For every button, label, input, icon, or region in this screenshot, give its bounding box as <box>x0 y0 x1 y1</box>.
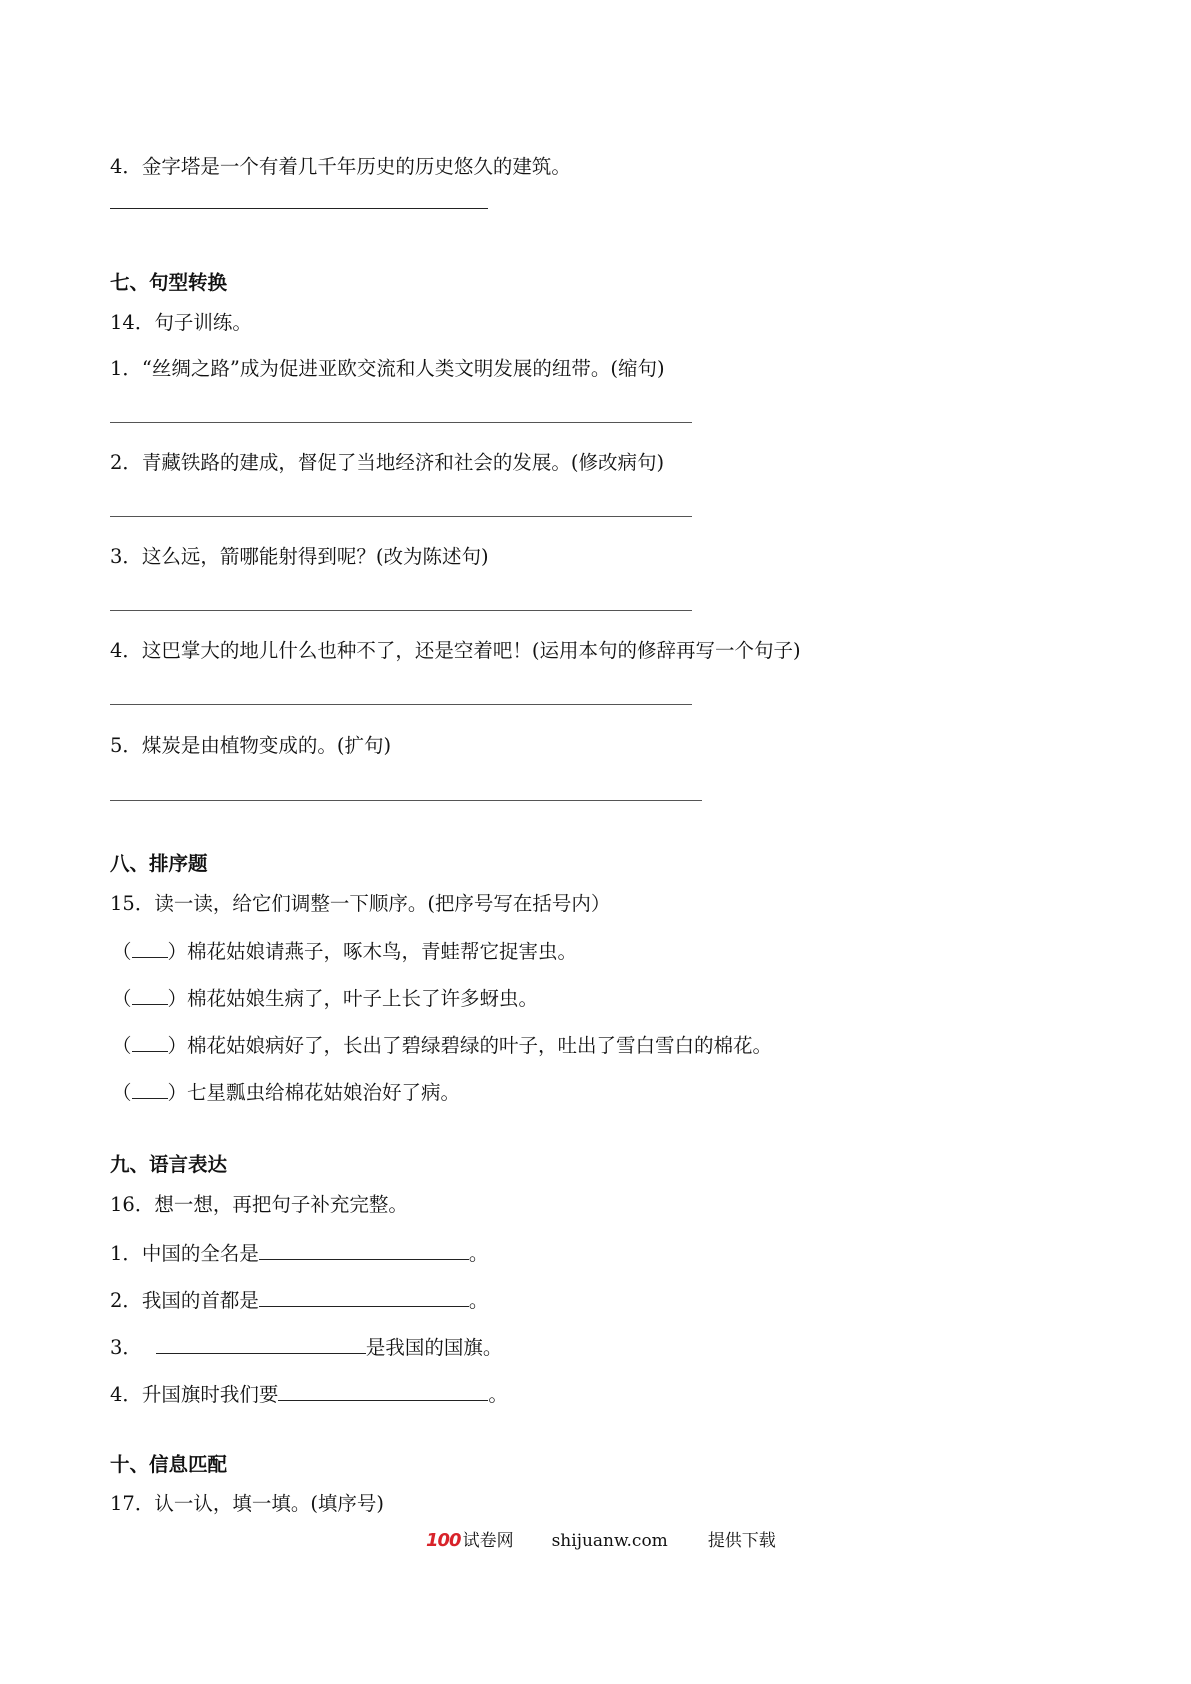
fill-item-suffix: 。 <box>468 1242 489 1265</box>
question-15: 15．读一读，给它们调整一下顺序。(把序号写在括号内） <box>110 892 611 915</box>
site-name: 试卷网 <box>462 1531 514 1551</box>
fill-item <box>110 1380 508 1408</box>
answer-line <box>110 422 692 423</box>
paren-close: ） <box>167 940 188 963</box>
order-blank[interactable] <box>132 1078 168 1099</box>
paren-close: ） <box>167 987 188 1010</box>
fill-item-prefix: 1．中国的全名是 <box>110 1242 259 1265</box>
fill-item-suffix: 。 <box>488 1383 508 1406</box>
order-item-text: 棉花姑娘请燕子，啄木鸟，青蛙帮它捉害虫。 <box>187 940 578 963</box>
question-14: 14．句子训练。 <box>110 311 252 334</box>
q14-item-3: 3．这么远，箭哪能射得到呢？(改为陈述句) <box>110 545 489 568</box>
answer-line <box>110 704 692 705</box>
order-item <box>112 984 538 1012</box>
paren-open: （ <box>112 1034 132 1057</box>
answer-line <box>110 208 488 209</box>
fill-blank[interactable] <box>156 1333 366 1354</box>
order-item <box>112 937 577 965</box>
fill-blank[interactable] <box>259 1286 469 1307</box>
q13-item-4: 4．金字塔是一个有着几千年历史的历史悠久的建筑。 <box>110 155 571 178</box>
q14-item-5: 5．煤炭是由植物变成的。(扩句) <box>110 734 392 757</box>
paren-close: ） <box>167 1034 188 1057</box>
fill-item-prefix: 3． <box>110 1336 142 1359</box>
fill-item-suffix: 。 <box>468 1289 489 1312</box>
fill-blank[interactable] <box>278 1380 488 1401</box>
section-9-title: 九、语言表达 <box>110 1153 228 1176</box>
question-17: 17．认一认，填一填。(填序号) <box>110 1492 385 1515</box>
order-item <box>112 1031 772 1059</box>
order-blank[interactable] <box>132 937 168 958</box>
download-note: 提供下载 <box>707 1531 776 1551</box>
section-8-title: 八、排序题 <box>110 852 208 875</box>
order-item-text: 棉花姑娘病好了，长出了碧绿碧绿的叶子，吐出了雪白雪白的棉花。 <box>187 1034 773 1057</box>
order-item <box>112 1078 460 1106</box>
order-item-text: 棉花姑娘生病了，叶子上长了许多蚜虫。 <box>187 987 539 1010</box>
section-7-title: 七、句型转换 <box>110 271 228 294</box>
question-16: 16．想一想，再把句子补充完整。 <box>110 1193 408 1216</box>
q14-item-4: 4．这巴掌大的地儿什么也种不了，还是空着吧！(运用本句的修辞再写一个句子) <box>110 639 801 662</box>
answer-line <box>110 516 692 517</box>
order-blank[interactable] <box>132 984 168 1005</box>
page-footer <box>426 1528 776 1554</box>
fill-item <box>110 1239 488 1267</box>
answer-line <box>110 610 692 611</box>
site-domain-link[interactable]: shijuanw.com <box>551 1531 668 1551</box>
paren-open: （ <box>112 987 132 1010</box>
order-item-text: 七星瓢虫给棉花姑娘治好了病。 <box>187 1081 461 1104</box>
answer-line <box>110 800 702 801</box>
site-logo: 100 <box>426 1530 461 1551</box>
fill-blank[interactable] <box>259 1239 469 1260</box>
paren-open: （ <box>112 1081 132 1104</box>
fill-item-prefix: 2．我国的首都是 <box>110 1289 259 1312</box>
fill-item <box>110 1333 502 1361</box>
fill-item <box>110 1286 488 1314</box>
fill-item-prefix: 4．升国旗时我们要 <box>110 1383 279 1406</box>
q14-item-1: 1．“丝绸之路”成为促进亚欧交流和人类文明发展的纽带。(缩句) <box>110 357 665 380</box>
paren-close: ） <box>167 1081 188 1104</box>
fill-item-suffix: 是我国的国旗。 <box>365 1336 503 1359</box>
q14-item-2: 2．青藏铁路的建成，督促了当地经济和社会的发展。(修改病句) <box>110 451 665 474</box>
section-10-title: 十、信息匹配 <box>110 1453 228 1476</box>
paren-open: （ <box>112 940 132 963</box>
order-blank[interactable] <box>132 1031 168 1052</box>
